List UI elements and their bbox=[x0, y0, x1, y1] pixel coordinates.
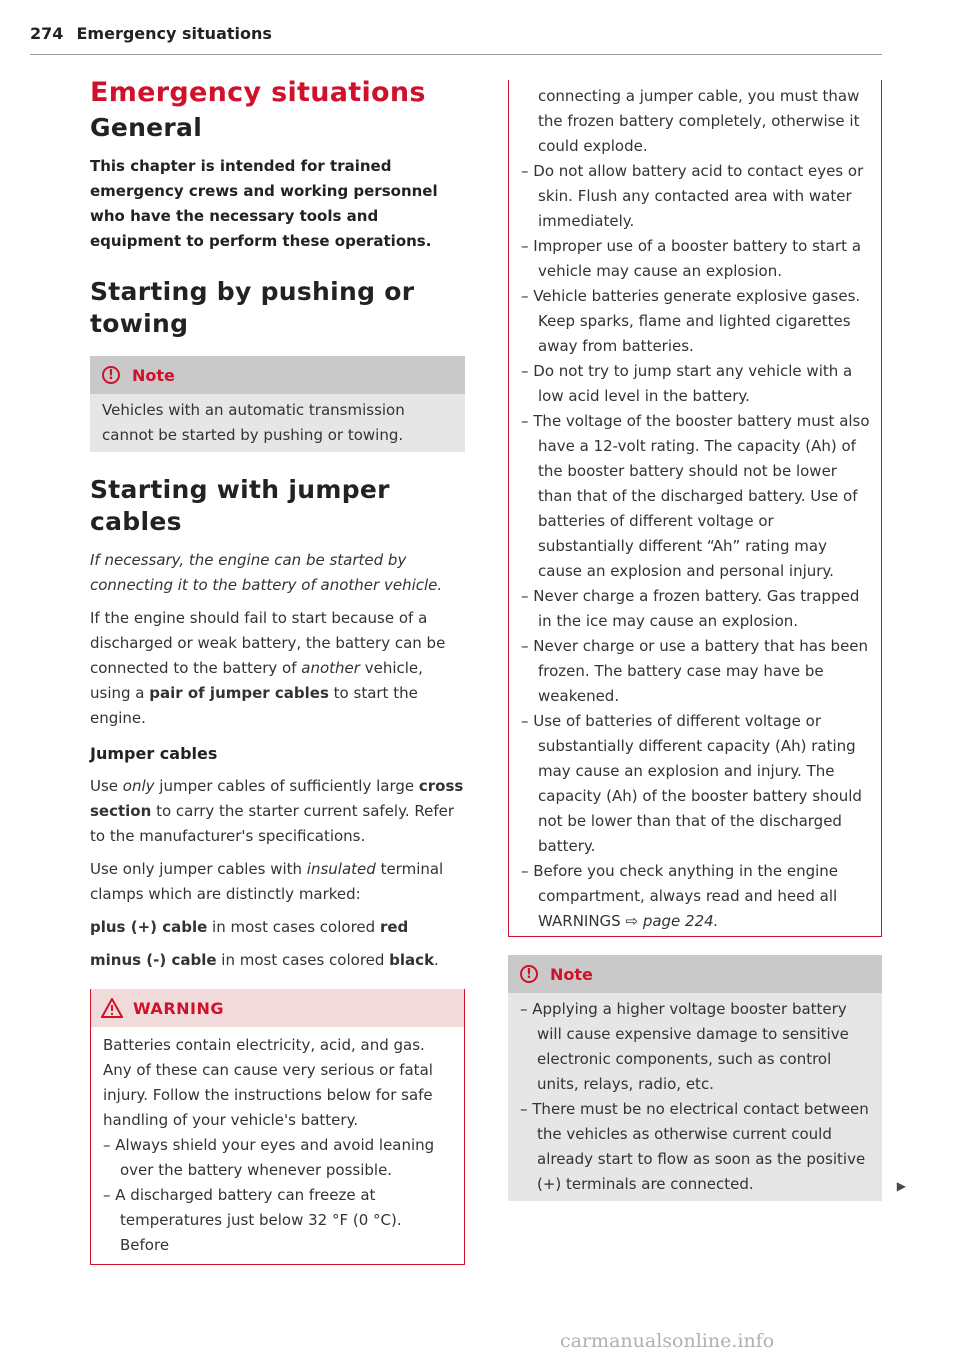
text: to start the engine. bbox=[90, 684, 418, 727]
exclamation-icon: ! bbox=[102, 366, 120, 384]
jumper-paragraph bbox=[90, 606, 465, 731]
minus-cable-line bbox=[90, 948, 465, 973]
right-column bbox=[508, 80, 906, 1201]
warning-item: – Do not try to jump start any vehicle with a low acid level in the battery. bbox=[521, 362, 853, 405]
plus-cable-line bbox=[90, 915, 465, 940]
text: Use only jumper cables with bbox=[90, 860, 307, 878]
heading-jumper-cables: Jumper cables bbox=[90, 744, 218, 763]
note-item: – Applying a higher voltage booster battery will cause expensive damage to sensitive electronic components, such as control units, relays, radio, etc. bbox=[520, 1000, 849, 1093]
warning-item: – Do not allow battery acid to contact eyes or skin. Flush any contacted area with water immediately. bbox=[521, 162, 864, 230]
jumper-intro: If necessary, the engine can be started by connecting it to the battery of another vehicle. bbox=[90, 551, 443, 594]
chapter-title: Emergency situations bbox=[90, 77, 426, 108]
warning-item: – A discharged battery can freeze at temperatures just below 32 °F (0 °C). Before bbox=[103, 1186, 402, 1254]
warning-header bbox=[91, 989, 464, 1027]
emphasis: insulated bbox=[306, 860, 376, 878]
note-body bbox=[508, 993, 882, 1201]
continue-arrow-icon: ▶ bbox=[896, 1179, 906, 1193]
exclamation-icon: ! bbox=[520, 965, 538, 983]
note-item: – There must be no electrical contact between the vehicles as otherwise current could already start to flow as soon as the positive (+) terminals are connected. bbox=[520, 1100, 869, 1193]
text: to carry the starter current safely. Refer to the manufacturer's specifications. bbox=[90, 802, 455, 845]
cables-paragraph bbox=[90, 774, 465, 849]
warning-item-last bbox=[521, 859, 871, 934]
bold-term: cross section bbox=[90, 777, 464, 820]
page-number: 274 bbox=[30, 24, 64, 43]
warning-item: – Always shield your eyes and avoid leaning over the battery whenever possible. bbox=[103, 1136, 435, 1179]
emphasis: only bbox=[122, 777, 155, 795]
note-box-pushing bbox=[90, 356, 465, 452]
text: in most cases colored bbox=[216, 951, 390, 969]
heading-jumper: Starting with jumper cables bbox=[90, 475, 390, 536]
bold-term: plus (+) cable bbox=[90, 918, 208, 936]
warning-item: – Improper use of a booster battery to start a vehicle may cause an explosion. bbox=[521, 237, 862, 280]
footer-watermark: carmanualsonline.info bbox=[560, 1330, 775, 1352]
bold-term: red bbox=[379, 918, 409, 936]
warning-item: – Never charge or use a battery that has been frozen. The battery case may have be weakened. bbox=[521, 637, 869, 705]
warning-item: – Never charge a frozen battery. Gas trapped in the ice may cause an explosion. bbox=[521, 587, 860, 630]
emphasis: another bbox=[301, 659, 360, 677]
clamps-paragraph bbox=[90, 857, 465, 907]
warning-continued-text: connecting a jumper cable, you must thaw the frozen battery completely, otherwise it could explode. bbox=[538, 87, 860, 155]
warning-triangle-icon bbox=[101, 998, 123, 1018]
warning-continued bbox=[508, 80, 882, 937]
warning-item: – The voltage of the booster battery must also have a 12-volt rating. The capacity (Ah) of the booster battery should not be lower than that of the discharged battery. Use of batteries of different voltage or substantially different “Ah” rating may cause an explosion and personal injury. bbox=[521, 412, 870, 580]
note-text: Vehicles with an automatic transmission cannot be started by pushing or towing. bbox=[102, 401, 405, 444]
text: If the engine should fail to start because of a discharged or weak battery, the battery can be connected to the battery of bbox=[90, 609, 446, 677]
text: – Before you check anything in the engine compartment, always read and heed all WARNINGS bbox=[521, 862, 839, 930]
warning-text: Batteries contain electricity, acid, and gas. Any of these can cause very serious or fatal injury. Follow the instructions below for safe handling of your vehicle's battery. bbox=[103, 1036, 433, 1129]
page-reference-link[interactable]: ⇨ page 224. bbox=[625, 912, 719, 930]
warning-item: – Use of batteries of different voltage or substantially different capacity (Ah) rating may cause an explosion and injury. The capacity (Ah) of the booster battery should not be lower than that of the discharged battery. bbox=[521, 712, 862, 855]
text: terminal clamps which are distinctly marked: bbox=[90, 860, 444, 903]
warning-box bbox=[90, 989, 465, 1265]
left-column bbox=[90, 76, 465, 1265]
text: jumper cables of sufficiently large bbox=[154, 777, 419, 795]
general-intro: This chapter is intended for trained emergency crews and working personnel who have the necessary tools and equipment to perform these operations. bbox=[90, 157, 438, 250]
note-header bbox=[508, 955, 882, 993]
heading-pushing: Starting by pushing or towing bbox=[90, 277, 415, 338]
page-header bbox=[30, 24, 882, 55]
header-title: Emergency situations bbox=[76, 24, 272, 43]
warning-item: – Vehicle batteries generate explosive gases. Keep sparks, flame and lighted cigarettes away from batteries. bbox=[521, 287, 861, 355]
bold-term: pair of jumper cables bbox=[149, 684, 329, 702]
bold-term: minus (-) cable bbox=[90, 951, 217, 969]
text: in most cases colored bbox=[207, 918, 380, 936]
note-title: Note bbox=[550, 964, 593, 984]
note-title: Note bbox=[132, 365, 175, 385]
warning-body bbox=[91, 1027, 464, 1264]
bold-term: black bbox=[389, 951, 435, 969]
text: vehicle, using a bbox=[90, 659, 423, 702]
warning-title: WARNING bbox=[133, 998, 224, 1018]
text: Use bbox=[90, 777, 123, 795]
text: . bbox=[434, 951, 439, 969]
heading-general: General bbox=[90, 113, 203, 142]
note-box-voltage bbox=[508, 955, 906, 1201]
note-header bbox=[90, 356, 465, 394]
